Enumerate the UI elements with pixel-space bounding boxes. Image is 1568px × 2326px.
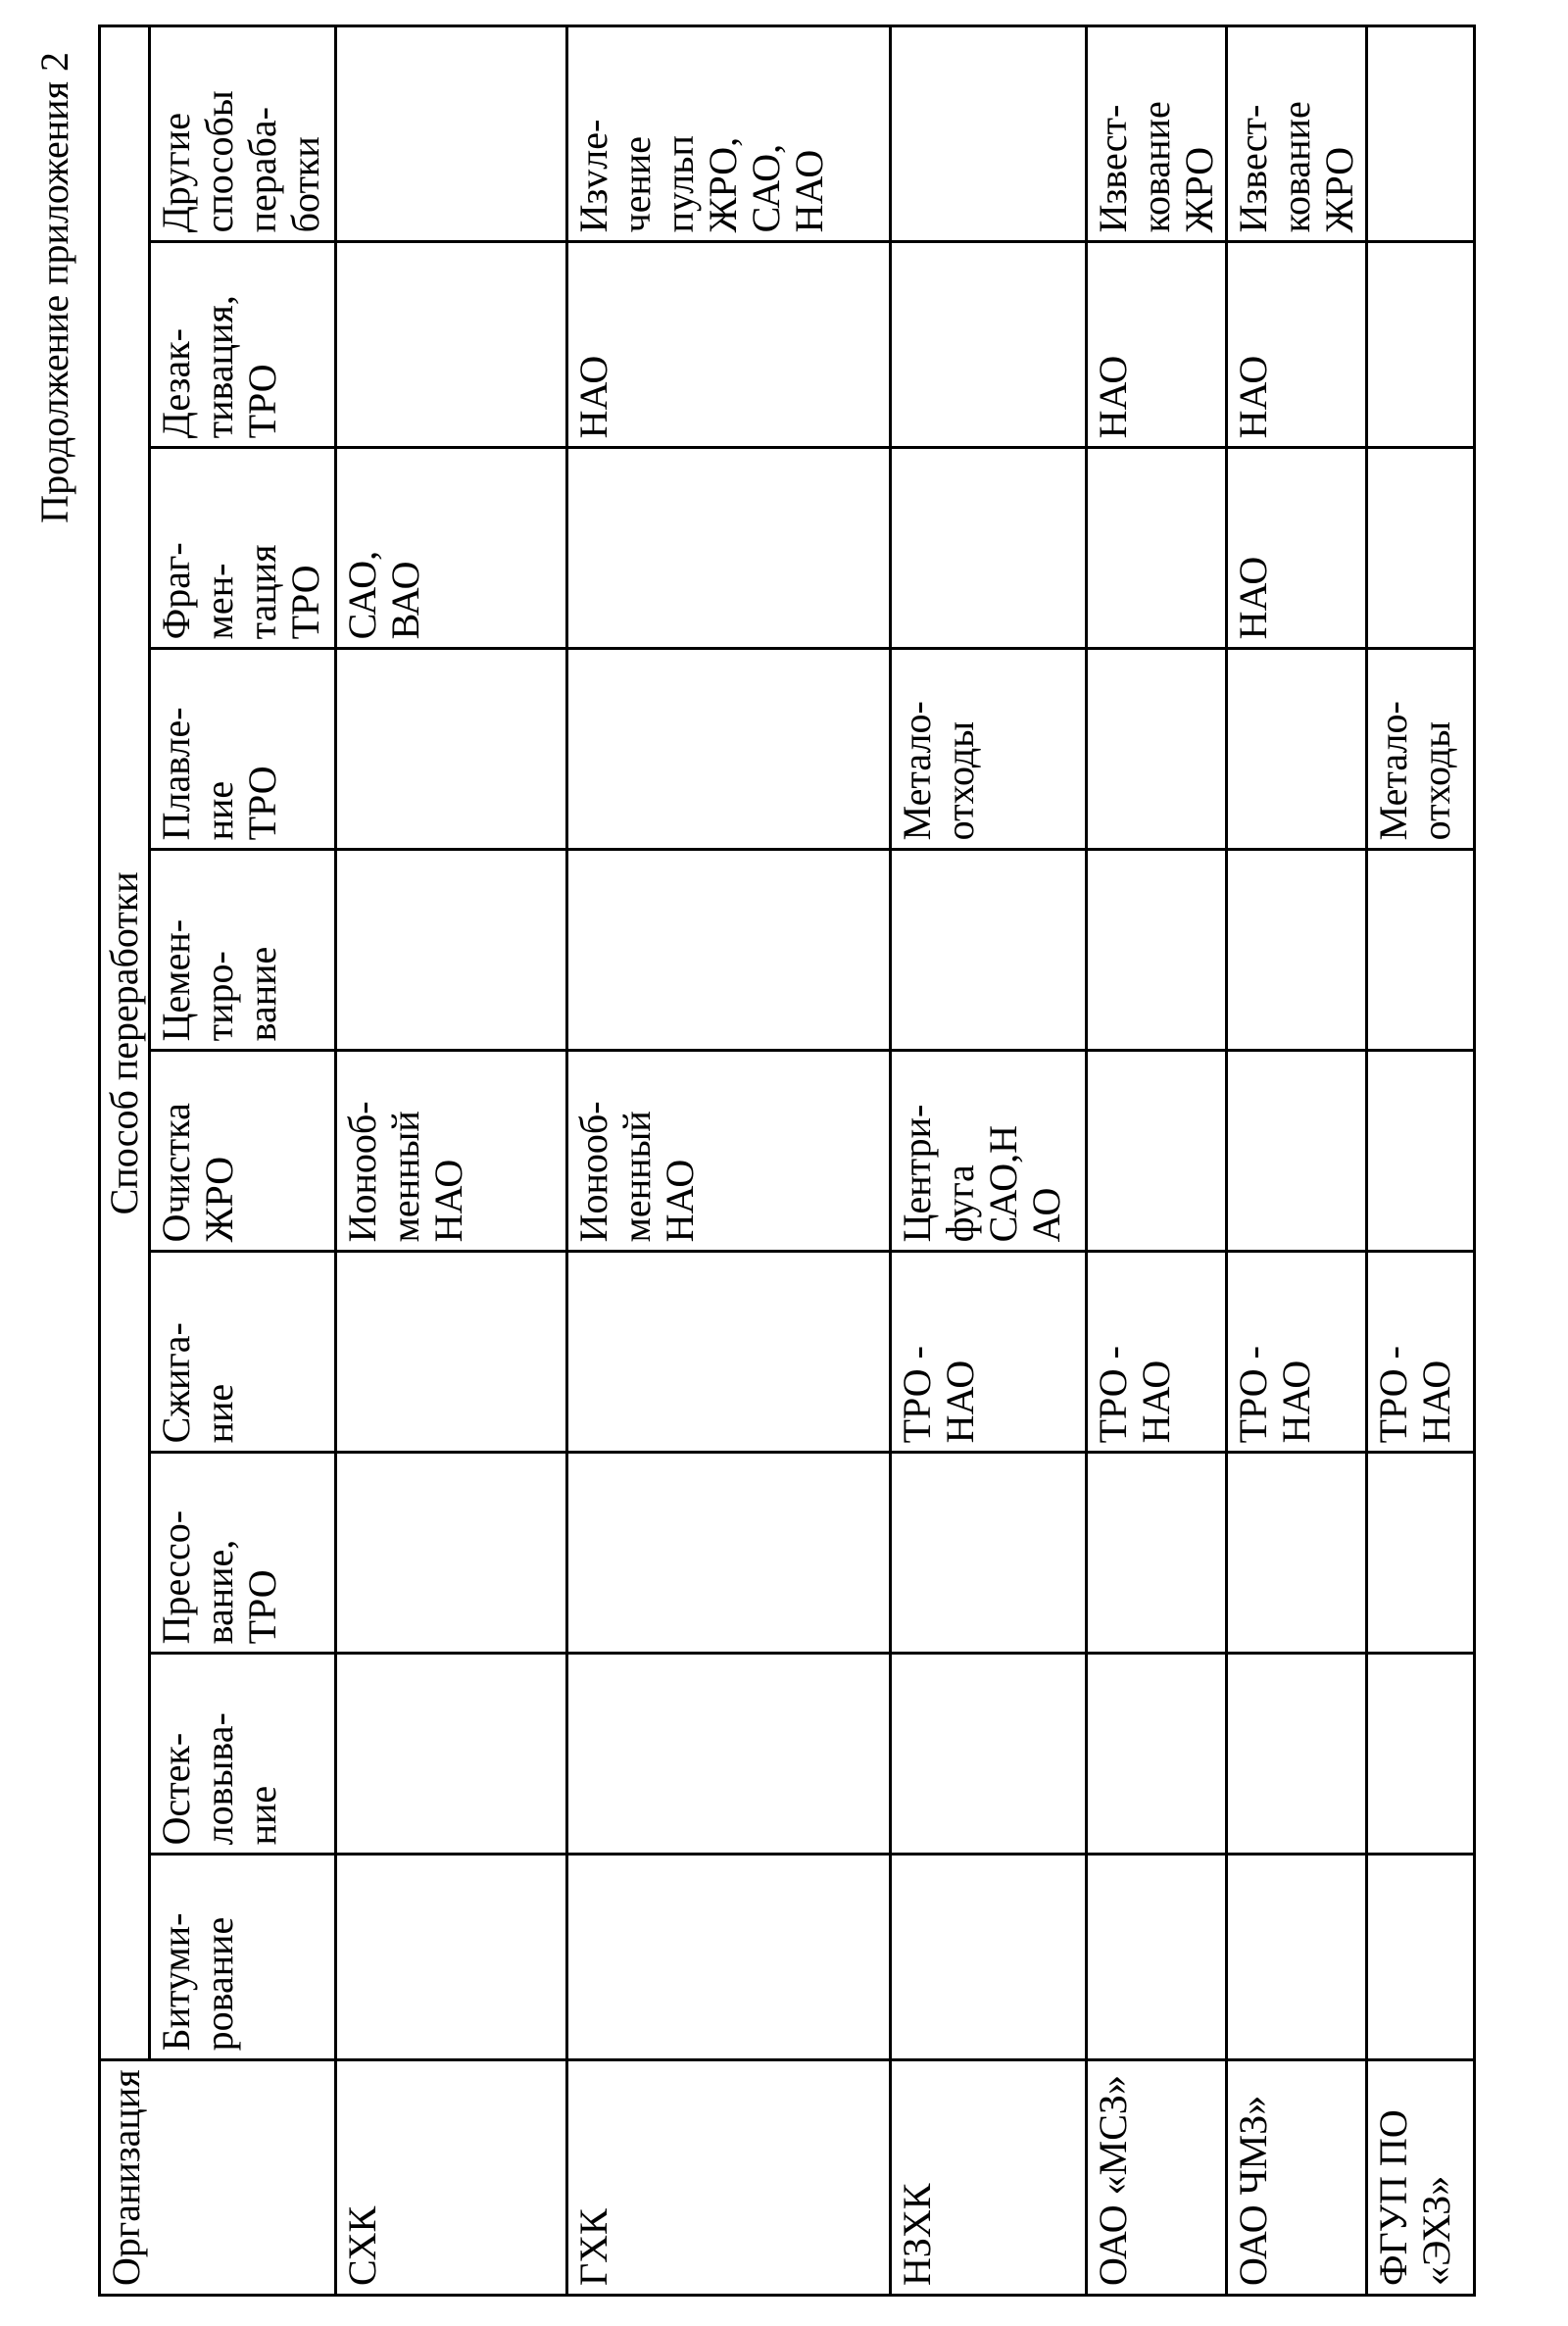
page-caption: Продолжение приложения 2 [32, 52, 76, 523]
table-cell [336, 649, 567, 850]
table-cell [1367, 1453, 1475, 1654]
table-cell: ТРО - НАО [1227, 1252, 1367, 1453]
group-header: Способ переработки [100, 26, 150, 2060]
table-cell [1367, 26, 1475, 242]
org-cell: СХК [336, 2060, 567, 2296]
table-cell [336, 850, 567, 1051]
table-cell [1227, 1654, 1367, 1855]
table-cell [336, 1453, 567, 1654]
table-cell [1227, 850, 1367, 1051]
processing-methods-table [98, 25, 1476, 2297]
table-cell: НАО [1227, 448, 1367, 649]
table-cell [336, 1252, 567, 1453]
table-row [336, 26, 567, 2296]
table-cell [1367, 1051, 1475, 1252]
table-cell [1367, 1855, 1475, 2060]
table-cell [1087, 1051, 1227, 1252]
table-cell: ТРО - НАО [1367, 1252, 1475, 1453]
table-cell [1087, 1453, 1227, 1654]
table-cell [1367, 242, 1475, 448]
table-cell [336, 242, 567, 448]
table-cell: ТРО - НАО [891, 1252, 1087, 1453]
table-cell [891, 26, 1087, 242]
table-cell [891, 448, 1087, 649]
table-cell: Центри- фуга САО,Н АО [891, 1051, 1087, 1252]
table-cell [567, 850, 891, 1051]
table-cell [567, 1654, 891, 1855]
table-cell: НАО [1227, 242, 1367, 448]
table-row [1227, 26, 1367, 2296]
table-cell [1227, 1051, 1367, 1252]
table-cell [891, 1453, 1087, 1654]
table-cell [567, 1855, 891, 2060]
org-cell: НЗХК [891, 2060, 1087, 2296]
column-header: Очистка ЖРО [150, 1051, 336, 1252]
column-header: Цемен- тиро- вание [150, 850, 336, 1051]
org-cell: ФГУП ПО «ЭХЗ» [1367, 2060, 1475, 2296]
table-cell [1227, 1855, 1367, 2060]
table-cell [1087, 1654, 1227, 1855]
column-header: Битуми- рование [150, 1855, 336, 2060]
table-cell: Изvле- чение пульп ЖРО, САО, НАО [567, 26, 891, 242]
column-header: Сжига- ние [150, 1252, 336, 1453]
table-cell [336, 1855, 567, 2060]
table-cell [891, 850, 1087, 1051]
table-cell [567, 1453, 891, 1654]
table-cell [891, 1654, 1087, 1855]
table-cell [1087, 649, 1227, 850]
table-cell [1087, 1855, 1227, 2060]
table-cell [567, 448, 891, 649]
table-cell: НАО [567, 242, 891, 448]
table-cell: Извест- кование ЖРО [1087, 26, 1227, 242]
table-cell: Метало- отходы [891, 649, 1087, 850]
table-cell [567, 1252, 891, 1453]
table-cell [1367, 448, 1475, 649]
table-cell: Ионооб- менный НАО [336, 1051, 567, 1252]
column-header: Другие способы пераба- ботки [150, 26, 336, 242]
table-row [891, 26, 1087, 2296]
table-cell [1227, 1453, 1367, 1654]
column-header: Прессо- вание, ТРО [150, 1453, 336, 1654]
table-cell [1087, 850, 1227, 1051]
table-cell [336, 1654, 567, 1855]
table-cell [1227, 649, 1367, 850]
table-cell: Ионооб- менный НАО [567, 1051, 891, 1252]
column-header: Дезак- тивация, ТРО [150, 242, 336, 448]
table-cell [1367, 850, 1475, 1051]
table-row [1087, 26, 1227, 2296]
table-cell [336, 26, 567, 242]
org-header: Организация [100, 2060, 336, 2296]
table-cell [1367, 1654, 1475, 1855]
table-cell: ТРО - НАО [1087, 1252, 1227, 1453]
table-cell [891, 242, 1087, 448]
org-cell: ОАО «МСЗ» [1087, 2060, 1227, 2296]
org-cell: ГХК [567, 2060, 891, 2296]
column-header: Остек- ловыва- ние [150, 1654, 336, 1855]
org-cell: ОАО ЧМЗ» [1227, 2060, 1367, 2296]
column-header: Фраг- мен- тация ТРО [150, 448, 336, 649]
column-header: Плавле- ние ТРО [150, 649, 336, 850]
table-row [1367, 26, 1475, 2296]
table-row [567, 26, 891, 2296]
table-cell: НАО [1087, 242, 1227, 448]
table-cell [1087, 448, 1227, 649]
table-cell: САО, ВАО [336, 448, 567, 649]
table-cell [567, 649, 891, 850]
table-cell: Извест- кование ЖРО [1227, 26, 1367, 242]
table-cell: Метало- отходы [1367, 649, 1475, 850]
table-cell [891, 1855, 1087, 2060]
